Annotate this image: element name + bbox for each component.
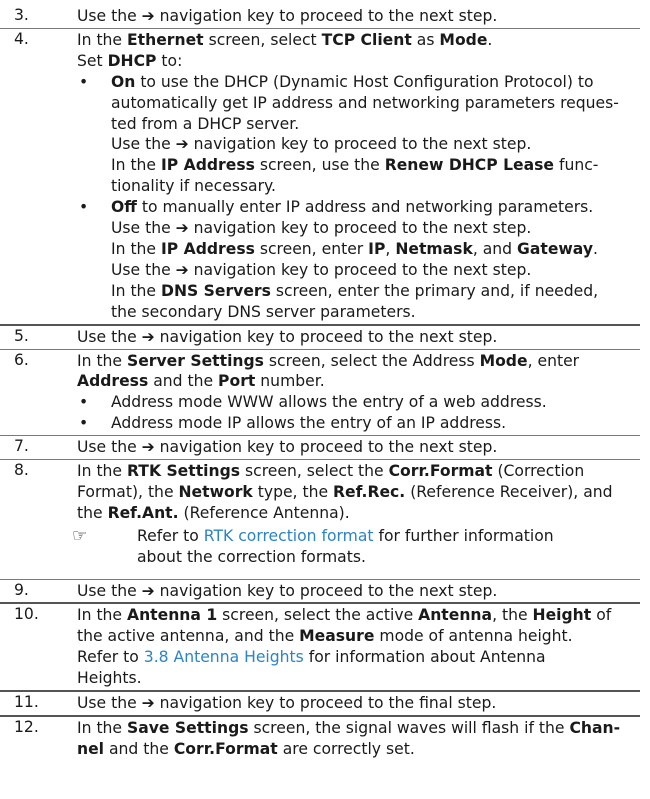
step-number: 9.: [14, 580, 29, 599]
step-11: [0, 692, 640, 717]
step-body: In the RTK Settings screen, select the Corr.Format (Correction Format), the Network type, the Ref.Rec. (Reference Receiver), and the Ref.Ant. (Reference Antenna). ☞ Refer to RTK correction format for further information about the correction formats.: [77, 460, 640, 579]
rtk-correction-format-link[interactable]: RTK correction format: [203, 526, 374, 545]
bullet-item: • Address mode IP allows the entry of an IP address.: [79, 414, 507, 433]
step-8: [0, 460, 640, 580]
arrow-right-icon: ➔: [175, 135, 189, 154]
step-body: In the Ethernet screen, select TCP Client as Mode. Set DHCP to: • On to use the DHCP (Dynamic Host Configuration Protocol) to automatically get IP address and networking parameters reques- ted from a DHCP server. Use the ➔ navigation key to proceed to the next step. In the IP Address screen, use the Renew DHCP Lease func- tionality if necessary. • Off to manually enter IP address and networking parameters. Use the ➔ navigation key to proceed to the next step. In the IP Address screen, enter IP, Netmask, and Gateway. Use the ➔ navigation key to proceed to the next step. In the DNS Servers screen, enter the primary and, if needed, the secondary DNS server parameters.: [77, 29, 640, 324]
note: ☞ Refer to RTK correction format for further information about the correction formats.: [72, 525, 554, 566]
step-body: Use the ➔ navigation key to proceed to the next step.: [77, 327, 498, 346]
antenna-heights-link[interactable]: 3.8 Antenna Heights: [143, 648, 304, 667]
step-body: In the Server Settings screen, select the Address Mode, enter Address and the Port number. • Address mode WWW allows the entry of a web address. • Address mode IP allows the entry of an IP address.: [77, 350, 640, 436]
arrow-right-icon: ➔: [141, 581, 155, 600]
step-10: [0, 604, 640, 692]
step-body: In the Antenna 1 screen, select the active Antenna, the Height of the active antenna, and the Measure mode of antenna height. Refer to 3.8 Antenna Heights for information about Antenna Heights.: [77, 606, 612, 688]
step-number: 4.: [14, 29, 29, 48]
step-3: [0, 0, 640, 29]
bullet-icon: •: [79, 393, 89, 412]
arrow-right-icon: ➔: [141, 438, 155, 457]
step-body: In the Save Settings screen, the signal waves will flash if the Chan- nel and the Corr.Format are correctly set.: [77, 719, 621, 758]
arrow-right-icon: ➔: [175, 219, 189, 238]
step-5: [0, 326, 640, 350]
step-number: 7.: [14, 437, 29, 456]
step-number: 3.: [14, 6, 29, 24]
step-number: 8.: [14, 461, 29, 480]
arrow-right-icon: ➔: [141, 7, 155, 25]
step-number: 6.: [14, 350, 29, 369]
arrow-right-icon: ➔: [141, 327, 155, 346]
bullet-item-dhcp-on: • On to use the DHCP (Dynamic Host Configuration Protocol) to automatically get IP address and networking parameters reques- ted from a DHCP server. Use the ➔ navigation key to proceed to the next step. In the IP Address screen, use the Renew DHCP Lease func- tionality if necessary.: [79, 72, 619, 196]
bullet-icon: •: [79, 414, 89, 433]
step-number: 10.: [14, 605, 39, 624]
step-body: Use the ➔ navigation key to proceed to the next step.: [77, 438, 498, 457]
step-4: [0, 29, 640, 326]
step-7: [0, 436, 640, 460]
bullet-item-dhcp-off: • Off to manually enter IP address and networking parameters. Use the ➔ navigation key to proceed to the next step. In the IP Address screen, enter IP, Netmask, and Gateway. Use the ➔ navigation key to proceed to the next step. In the DNS Servers screen, enter the primary and, if needed, the secondary DNS server parameters.: [79, 198, 599, 321]
step-body: Use the ➔ navigation key to proceed to the next step.: [77, 7, 498, 25]
bullet-item: • Address mode WWW allows the entry of a web address.: [79, 393, 547, 412]
step-body: Use the ➔ navigation key to proceed to the next step.: [77, 581, 498, 600]
arrow-right-icon: ➔: [141, 694, 155, 713]
bullet-icon: •: [79, 72, 89, 91]
step-9: [0, 580, 640, 605]
bullet-icon: •: [79, 198, 89, 217]
step-6: [0, 350, 640, 437]
step-number: 12.: [14, 718, 39, 736]
step-body: Use the ➔ navigation key to proceed to the final step.: [77, 694, 497, 713]
arrow-right-icon: ➔: [175, 260, 189, 279]
step-number: 5.: [14, 326, 29, 345]
step-12: [0, 717, 640, 761]
step-number: 11.: [14, 693, 39, 712]
pointing-hand-icon: ☞: [72, 525, 88, 546]
